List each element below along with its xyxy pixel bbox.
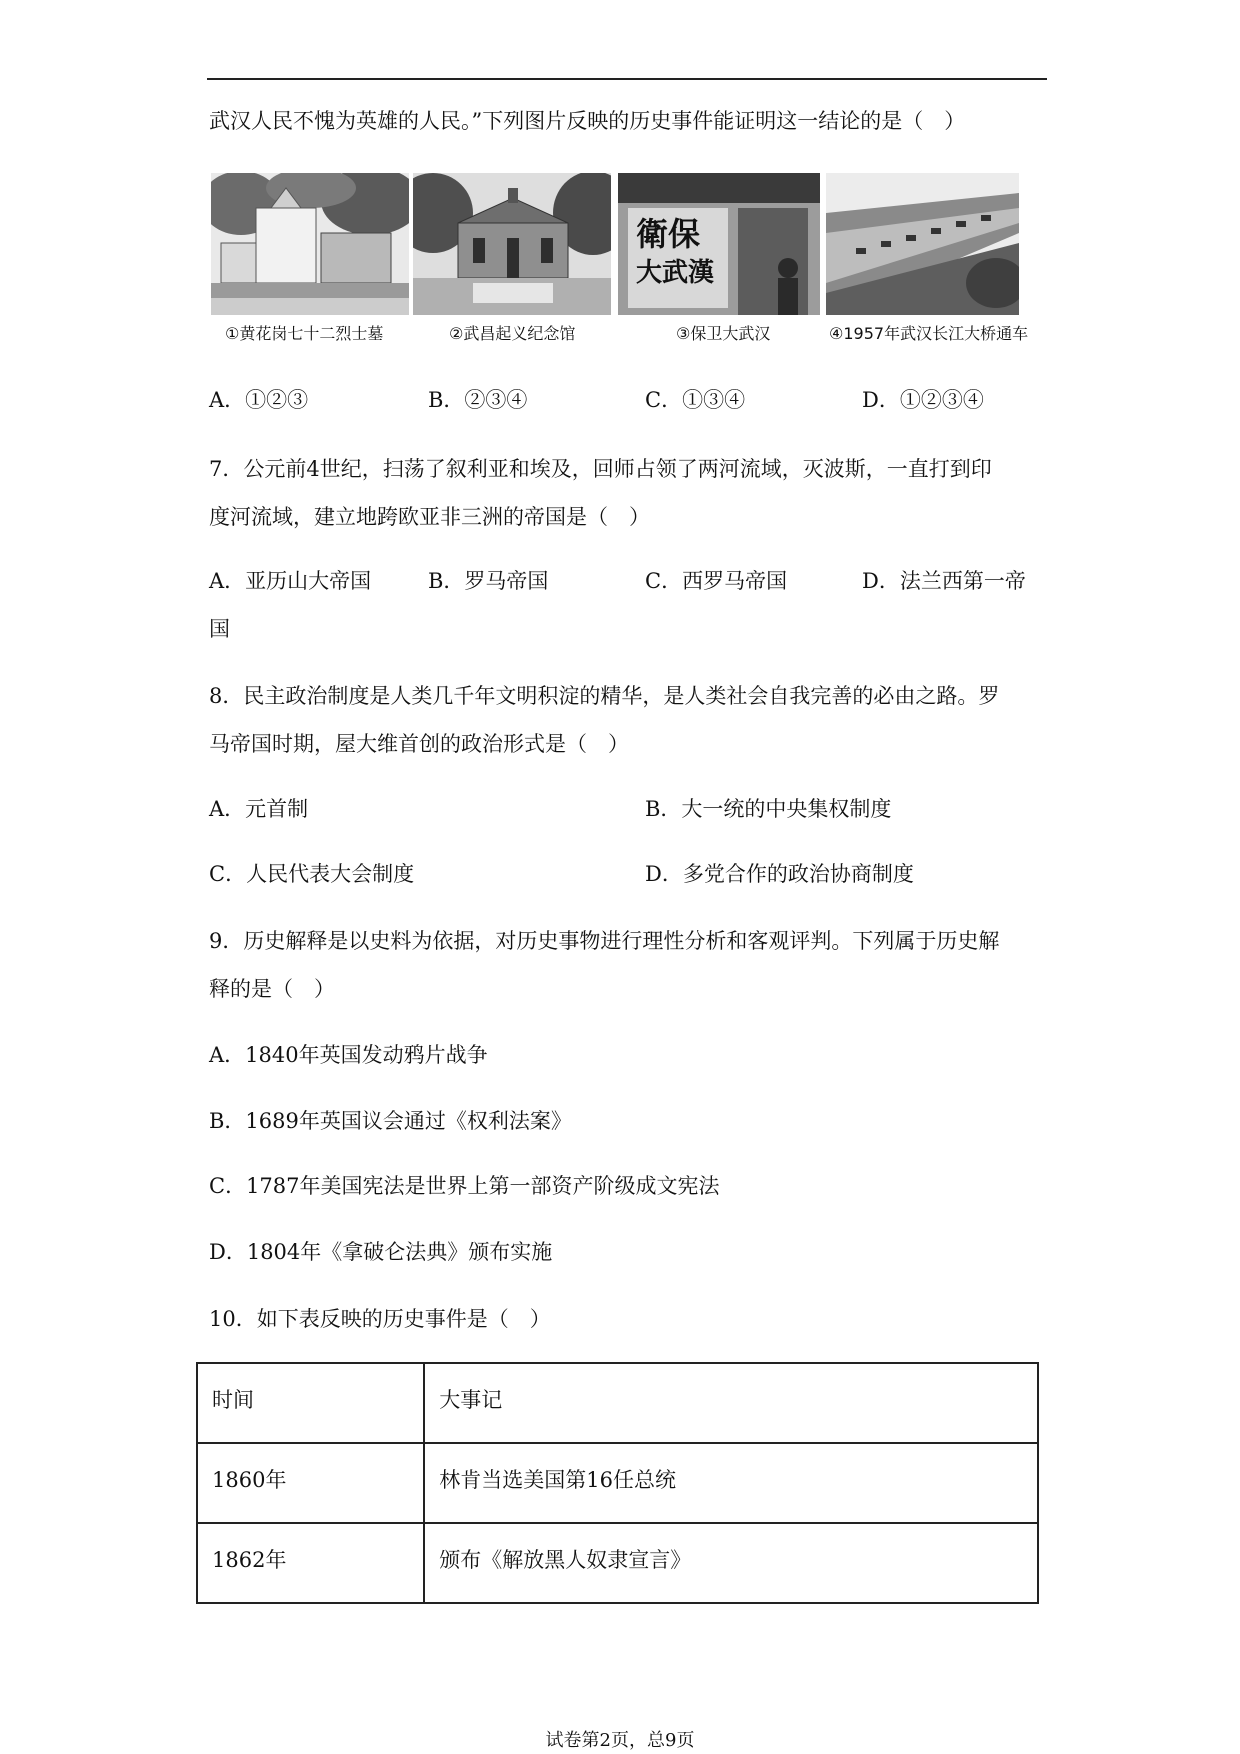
q7-option-b[interactable]: B．罗马帝国 — [428, 569, 549, 593]
q7-option-d[interactable]: D．法兰西第一帝 — [862, 569, 1026, 593]
q8-option-b[interactable]: B．大一统的中央集权制度 — [645, 797, 892, 821]
q9-stem-line-1: 9．历史解释是以史料为依据，对历史事物进行理性分析和客观评判。下列属于历史解 — [209, 929, 1000, 953]
q6-option-b[interactable]: B．②③④ — [428, 388, 528, 412]
table-cell: 1862年 — [197, 1523, 424, 1603]
header-rule — [207, 78, 1047, 80]
q9-option-b[interactable]: B．1689年英国议会通过《权利法案》 — [209, 1109, 572, 1133]
q7-option-c[interactable]: C．西罗马帝国 — [645, 569, 788, 593]
photo-wuchang-museum — [413, 173, 611, 315]
table-cell: 1860年 — [197, 1443, 424, 1523]
q7-stem-line-1: 7．公元前4世纪，扫荡了叙利亚和埃及，回师占领了两河流域，灭波斯，一直打到印 — [209, 457, 992, 481]
q8-option-d[interactable]: D．多党合作的政治协商制度 — [645, 862, 914, 886]
q7-option-a[interactable]: A．亚历山大帝国 — [209, 569, 372, 593]
q9-option-a[interactable]: A．1840年英国发动鸦片战争 — [209, 1043, 488, 1067]
q10-stem: 10．如下表反映的历史事件是（ ） — [209, 1307, 551, 1331]
page-footer: 试卷第2页，总9页 — [545, 1730, 695, 1751]
q7-option-d-wrap: 国 — [209, 617, 230, 641]
photo-huanghuagang — [211, 173, 409, 315]
poster-text-bottom: 大武漢 — [636, 258, 715, 288]
q6-option-a[interactable]: A．①②③ — [209, 388, 309, 412]
q9-option-d[interactable]: D．1804年《拿破仑法典》颁布实施 — [209, 1240, 553, 1264]
photo-defend-wuhan — [618, 173, 820, 315]
events-table — [196, 1362, 1039, 1604]
q9-option-c[interactable]: C．1787年美国宪法是世界上第一部资产阶级成文宪法 — [209, 1174, 720, 1198]
q7-stem-line-2: 度河流域，建立地跨欧亚非三洲的帝国是（ ） — [209, 505, 650, 529]
table-header-row — [197, 1363, 1038, 1443]
q8-stem-line-2: 马帝国时期，屋大维首创的政治形式是（ ） — [209, 732, 629, 756]
q6-option-d[interactable]: D．①②③④ — [862, 388, 984, 412]
q9-stem-line-2: 释的是（ ） — [209, 977, 335, 1001]
q8-option-c[interactable]: C．人民代表大会制度 — [209, 862, 415, 886]
table-cell: 颁布《解放黑人奴隶宣言》 — [424, 1523, 1038, 1603]
table-header-cell: 时间 — [197, 1363, 424, 1443]
table-row — [197, 1523, 1038, 1603]
caption-3: ③保卫大武汉 — [676, 324, 771, 343]
caption-2: ②武昌起义纪念馆 — [449, 324, 576, 343]
table-cell: 林肯当选美国第16任总统 — [424, 1443, 1038, 1523]
table-row — [197, 1443, 1038, 1523]
q8-option-a[interactable]: A．元首制 — [209, 797, 309, 821]
photo-yangtze-bridge — [826, 173, 1019, 315]
table-header-cell: 大事记 — [424, 1363, 1038, 1443]
poster-text-top: 衛保 — [636, 215, 701, 253]
caption-1: ①黄花岗七十二烈士墓 — [225, 324, 384, 343]
q6-stem-tail: 武汉人民不愧为英雄的人民。”下列图片反映的历史事件能证明这一结论的是（ ） — [209, 109, 966, 133]
caption-4: ④1957年武汉长江大桥通车 — [829, 324, 1029, 343]
q6-option-c[interactable]: C．①③④ — [645, 388, 746, 412]
q8-stem-line-1: 8．民主政治制度是人类几千年文明积淀的精华，是人类社会自我完善的必由之路。罗 — [209, 684, 1000, 708]
